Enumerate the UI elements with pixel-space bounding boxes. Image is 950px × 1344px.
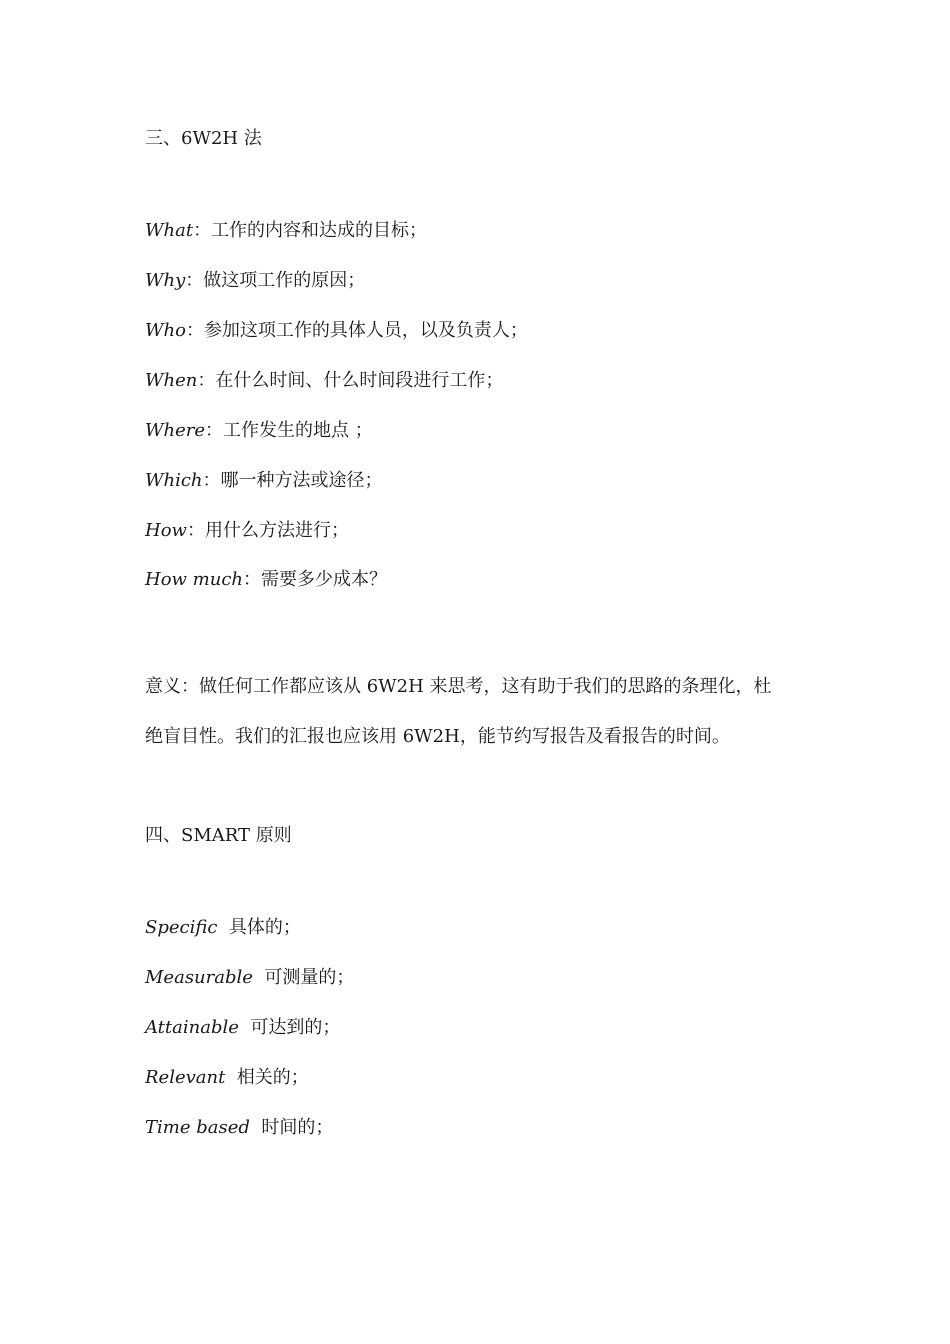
- term-label: Relevant: [145, 1067, 226, 1088]
- list-item-where: [145, 419, 373, 443]
- separator: ：: [186, 520, 205, 541]
- list-item-specific: [145, 916, 301, 940]
- list-item-when: [145, 369, 503, 393]
- list-item-why: [145, 269, 365, 293]
- separator: ：: [193, 220, 212, 241]
- list-item-how-much: [145, 568, 387, 592]
- term-label: What: [145, 220, 194, 241]
- item-text: 具体的；: [228, 917, 301, 938]
- list-item-who: [145, 319, 528, 343]
- item-text: 参加这项工作的具体人员，以及负责人；: [203, 320, 528, 341]
- item-text: 可测量的；: [264, 967, 355, 988]
- separator: ：: [197, 370, 216, 391]
- item-text: 相关的；: [236, 1067, 309, 1088]
- separator: ：: [185, 320, 204, 341]
- term-label: Which: [145, 470, 203, 491]
- item-text: 用什么方法进行；: [204, 520, 349, 541]
- list-item-measurable: [145, 966, 354, 990]
- list-item-how: [145, 519, 349, 543]
- item-text: 时间的；: [261, 1117, 334, 1138]
- term-label: Time based: [145, 1117, 250, 1138]
- separator: ：: [243, 569, 261, 590]
- separator: ：: [205, 420, 224, 441]
- item-text: 工作的内容和达成的目标；: [211, 220, 428, 241]
- item-text: 需要多少成本？: [261, 569, 387, 590]
- list-item-which: [145, 469, 383, 493]
- item-text: 工作发生的地点 ；: [223, 420, 373, 441]
- list-item-time-based: [145, 1116, 333, 1140]
- term-label: Where: [145, 420, 206, 441]
- section-3-heading: 三、6W2H 法: [145, 128, 262, 149]
- term-label: When: [145, 370, 198, 391]
- item-text: 做这项工作的原因；: [203, 270, 366, 291]
- list-item-what: [145, 219, 427, 243]
- meaning-paragraph-line-2: 绝盲目性。我们的汇报也应该用 6W2H，能节约写报告及看报告的时间。: [145, 726, 730, 747]
- section-4-heading: 四、SMART 原则: [145, 825, 292, 846]
- term-label: Who: [145, 320, 186, 341]
- term-label: How much: [145, 569, 243, 590]
- item-text: 哪一种方法或途径；: [220, 470, 383, 491]
- term-label: Measurable: [145, 967, 253, 988]
- item-text: 在什么时间、什么时间段进行工作；: [215, 370, 504, 391]
- item-text: 可达到的；: [250, 1017, 341, 1038]
- term-label: Attainable: [145, 1017, 239, 1038]
- list-item-relevant: [145, 1066, 309, 1090]
- list-item-attainable: [145, 1016, 340, 1040]
- meaning-paragraph-line-1: 意义：做任何工作都应该从 6W2H 来思考，这有助于我们的思路的条理化，杜: [145, 676, 772, 697]
- separator: ：: [185, 270, 204, 291]
- term-label: Why: [145, 270, 186, 291]
- term-label: Specific: [145, 917, 218, 938]
- separator: ：: [202, 470, 221, 491]
- term-label: How: [145, 520, 187, 541]
